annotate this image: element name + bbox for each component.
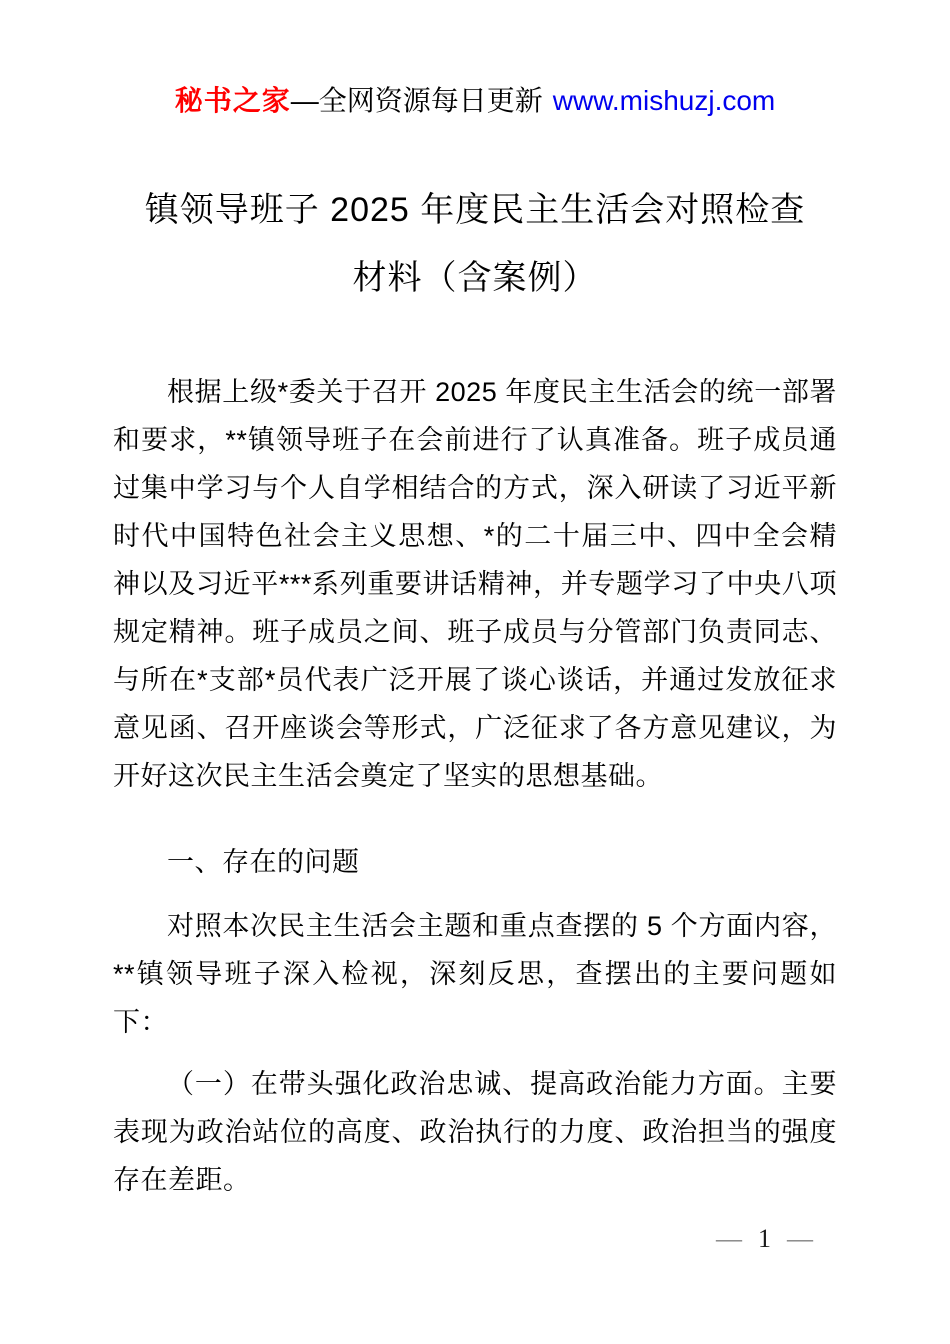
header-tagline: 全网资源每日更新	[318, 85, 543, 116]
section-intro-paragraph: 对照本次民主生活会主题和重点查摆的 5 个方面内容，**镇领导班子深入检视，深刻反思，查摆出的主要问题如下：	[113, 911, 837, 1037]
document-title	[0, 176, 950, 312]
document-title-line-2: 材料（含案例）	[352, 259, 598, 297]
page-number-dash-right: —	[787, 1224, 813, 1253]
header-dash: —	[290, 85, 319, 116]
document-body	[0, 368, 950, 1204]
page-number-dash-left: —	[716, 1224, 742, 1253]
section-heading: 一、存在的问题	[167, 847, 360, 877]
site-brand: 秘书之家	[174, 85, 291, 116]
intro-paragraph: 根据上级*委关于召开 2025 年度民主生活会的统一部署和要求，**镇领导班子在会前进行了认真准备。班子成员通过集中学习与个人自学相结合的方式，深入研读了习近平新时代中国特色社会主义思想、*的二十届三中、四中全会精神以及习近平***系列重要讲话精神，并专题学习了中央八项规定精神。班子成员之间、班子成员与分管部门负责同志、与所在*支部*员代表广泛开展了谈心谈话，并通过发放征求意见函、召开座谈会等形式，广泛征求了各方意见建议，为开好这次民主生活会奠定了坚实的思想基础。	[113, 377, 837, 791]
site-url-link[interactable]: www.mishuzj.com	[552, 85, 776, 116]
page-footer	[716, 1226, 813, 1252]
site-header	[0, 0, 950, 120]
item-1-paragraph: （一）在带头强化政治忠诚、提高政治能力方面。主要表现为政治站位的高度、政治执行的力度、政治担当的强度存在差距。	[113, 1069, 837, 1195]
page-number: 1	[758, 1224, 771, 1253]
document-title-line-1: 镇领导班子 2025 年度民主生活会对照检查	[144, 191, 806, 229]
